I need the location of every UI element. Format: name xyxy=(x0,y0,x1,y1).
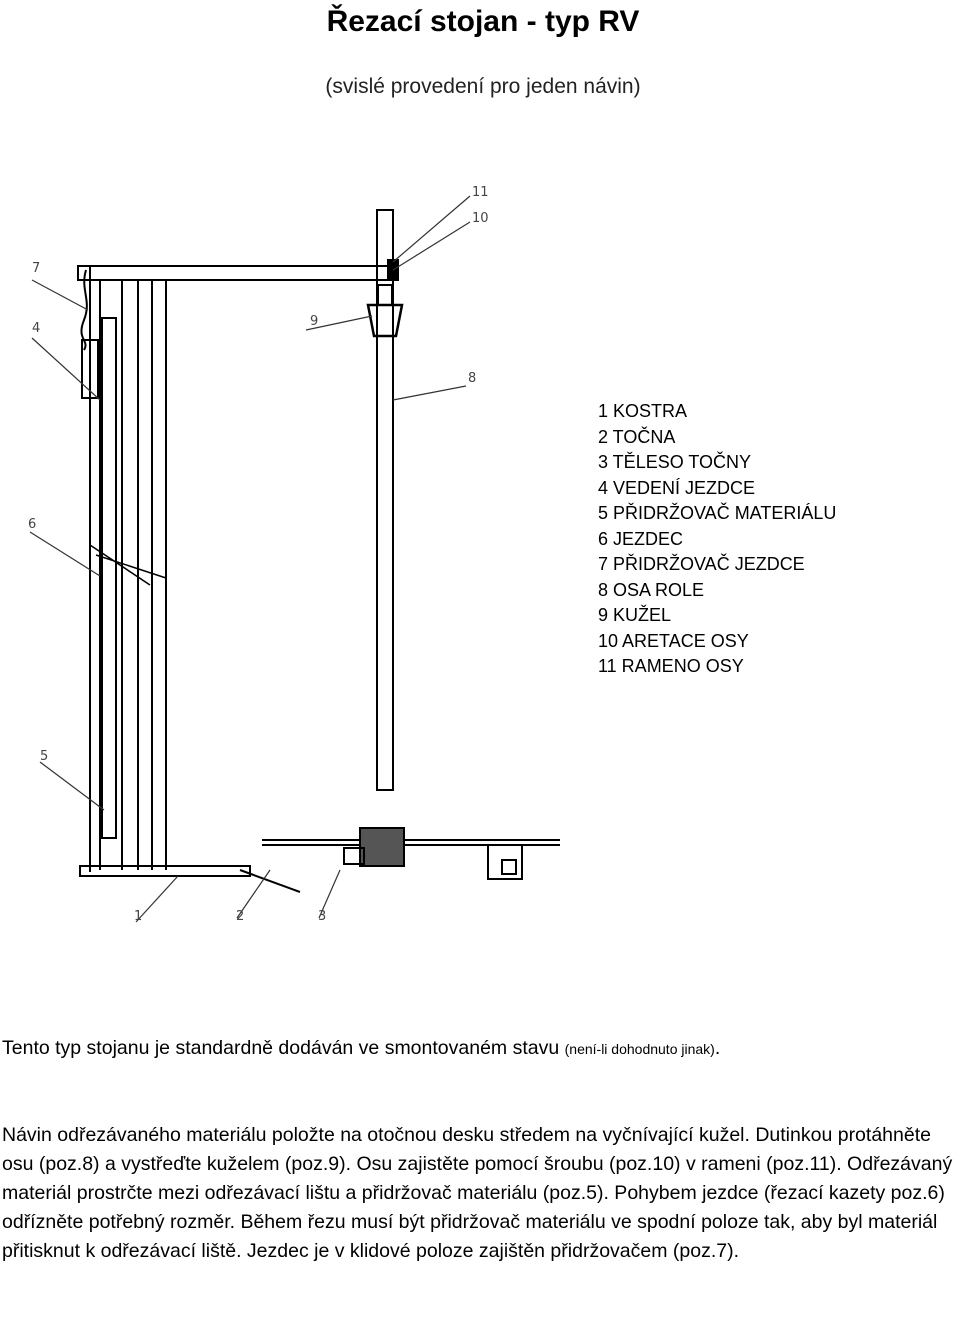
label-1: 1 xyxy=(134,909,143,924)
label-8: 8 xyxy=(468,371,477,386)
label-2: 2 xyxy=(236,909,245,924)
parts-list-item: 2 TOČNA xyxy=(598,426,676,447)
parts-list-item: 11 RAMENO OSY xyxy=(598,656,744,676)
label-7: 7 xyxy=(32,261,41,276)
intro-note: (není-li dohodnuto jinak) xyxy=(564,1041,715,1057)
parts-list xyxy=(598,399,836,680)
instructions-paragraph: Návin odřezávaného materiálu položte na otočnou desku středem na vyčnívající kužel. Dutinkou protáhněte osu (poz.8) a vystřeďte kuželem (poz.9). Osu zajistěte pomocí šroubu (poz.10) v rameni (poz.11). Odřezávaný materiál prostrčte mezi odřezávací lištu a přidržovač materiálu (poz.5). Pohybem jezdce (řezací kazety poz.6) odřízněte potřebný rozměr. Během řezu musí být přidržovač materiálu ve spodní poloze tak, aby byl materiál přitisknut k odřezávací liště. Jezdec je v klidové poloze zajištěn přidržovačem (poz.7). xyxy=(2,1124,953,1262)
page-subtitle: (svislé provedení pro jeden návin) xyxy=(325,75,641,98)
label-9: 9 xyxy=(310,314,319,329)
intro-end: . xyxy=(714,1037,721,1059)
parts-list-item: 4 VEDENÍ JEZDCE xyxy=(598,477,756,498)
intro-text: Tento typ stojanu je standardně dodáván ve smontovaném stavu xyxy=(2,1037,560,1059)
label-10: 10 xyxy=(472,211,489,226)
parts-list-item: 1 KOSTRA xyxy=(598,401,688,421)
label-6: 6 xyxy=(28,517,37,532)
intro-paragraph xyxy=(2,1034,720,1063)
page-title: Řezací stojan - typ RV xyxy=(326,5,640,38)
parts-list-item: 7 PŘIDRŽOVAČ JEZDCE xyxy=(598,554,805,574)
label-11: 11 xyxy=(472,185,489,200)
label-5: 5 xyxy=(40,749,49,764)
parts-list-item: 9 KUŽEL xyxy=(598,605,672,625)
parts-list-item: 6 JEZDEC xyxy=(598,528,684,549)
parts-list-item: 8 OSA ROLE xyxy=(598,579,705,600)
parts-list-item: 10 ARETACE OSY xyxy=(598,630,749,651)
label-3: 3 xyxy=(318,909,327,924)
parts-list-item: 5 PŘIDRŽOVAČ MATERIÁLU xyxy=(598,503,837,523)
label-4: 4 xyxy=(32,321,41,336)
parts-list-item: 3 TĚLESO TOČNY xyxy=(598,452,752,472)
